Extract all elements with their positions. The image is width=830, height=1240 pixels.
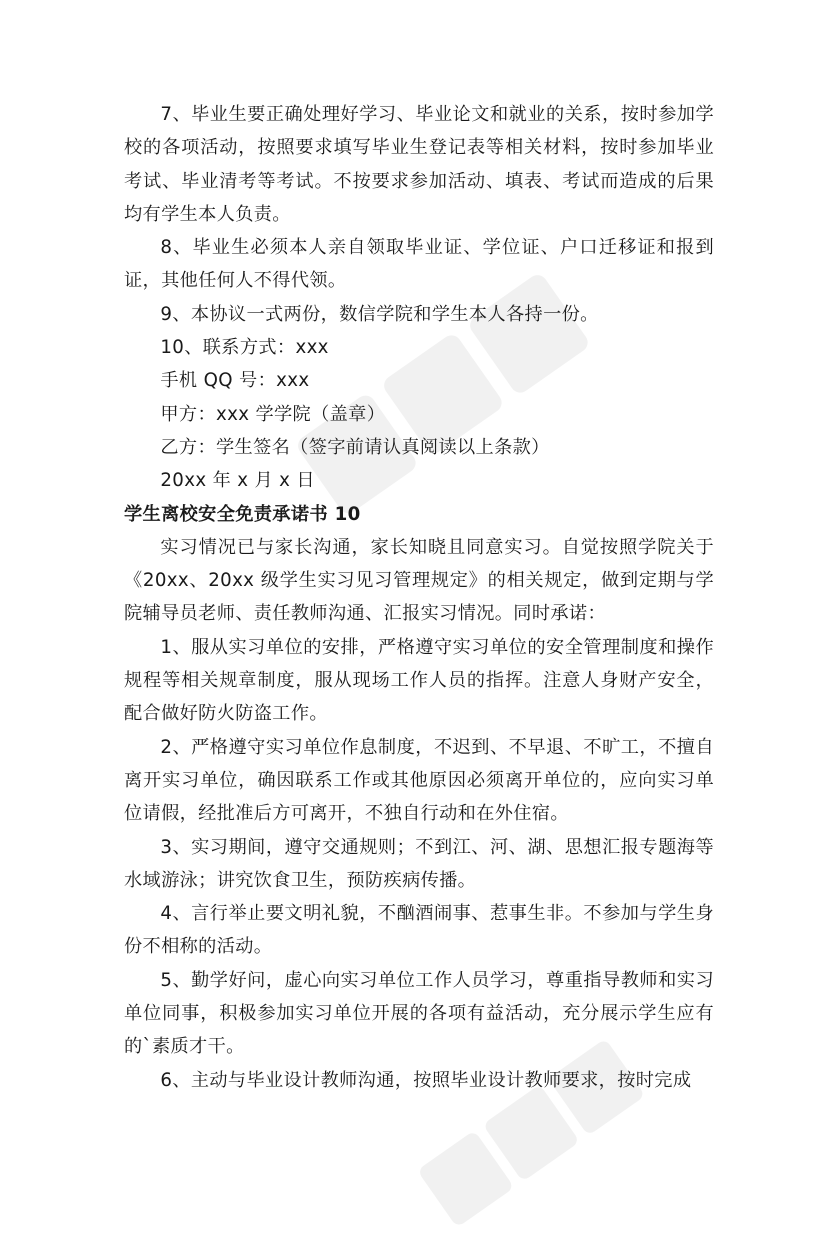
commitment-3: 3、实习期间，遵守交通规则；不到江、河、湖、思想汇报专题海等水域游泳；讲究饮食卫生，预防疾病传播。 — [124, 836, 714, 891]
commitment-4: 4、言行举止要文明礼貌，不酗酒闹事、惹事生非。不参加与学生身份不相称的活动。 — [124, 903, 714, 958]
clause-8: 8、毕业生必须本人亲自领取毕业证、学位证、户口迁移证和报到证，其他任何人不得代领。 — [124, 237, 714, 292]
sign-date: 20xx 年 x 月 x 日 — [160, 470, 315, 492]
clause-9: 9、本协议一式两份，数信学院和学生本人各持一份。 — [160, 303, 599, 325]
contact-phone-qq: 手机 QQ 号：xxx — [160, 370, 310, 392]
section-title: 学生离校安全免责承诺书 10 — [124, 503, 361, 525]
contact-method: 10、联系方式：xxx — [160, 337, 329, 359]
commitment-6: 6、主动与毕业设计教师沟通，按照毕业设计教师要求，按时完成 — [160, 1069, 692, 1091]
commitment-5: 5、勤学好问，虚心向实习单位工作人员学习，尊重指导教师和实习单位同事，积极参加实习单位开展的各项有益活动，充分展示学生应有的`素质才干。 — [124, 969, 714, 1058]
section-intro: 实习情况已与家长沟通，家长知晓且同意实习。自觉按照学院关于《20xx、20xx 级学生实习见习管理规定》的相关规定，做到定期与学院辅导员老师、责任教师沟通、汇报实习情况。同时承诺： — [124, 536, 714, 625]
commitment-2: 2、严格遵守实习单位作息制度，不迟到、不早退、不旷工，不擅自离开实习单位，确因联系工作或其他原因必须离开单位的，应向实习单位请假，经批准后方可离开，不独自行动和在外住宿。 — [124, 736, 714, 825]
party-a: 甲方：xxx 学学院（盖章） — [160, 403, 386, 425]
document-body — [124, 98, 714, 1097]
party-b: 乙方：学生签名（签字前请认真阅读以上条款） — [160, 436, 550, 458]
clause-7: 7、毕业生要正确处理好学习、毕业论文和就业的关系，按时参加学校的各项活动，按照要求填写毕业生登记表等相关材料，按时参加毕业考试、毕业清考等考试。不按要求参加活动、填表、考试而造成的后果均有学生本人负责。 — [124, 104, 714, 225]
commitment-1: 1、服从实习单位的安排，严格遵守实习单位的安全管理制度和操作规程等相关规章制度，服从现场工作人员的指挥。注意人身财产安全，配合做好防火防盗工作。 — [124, 636, 714, 725]
